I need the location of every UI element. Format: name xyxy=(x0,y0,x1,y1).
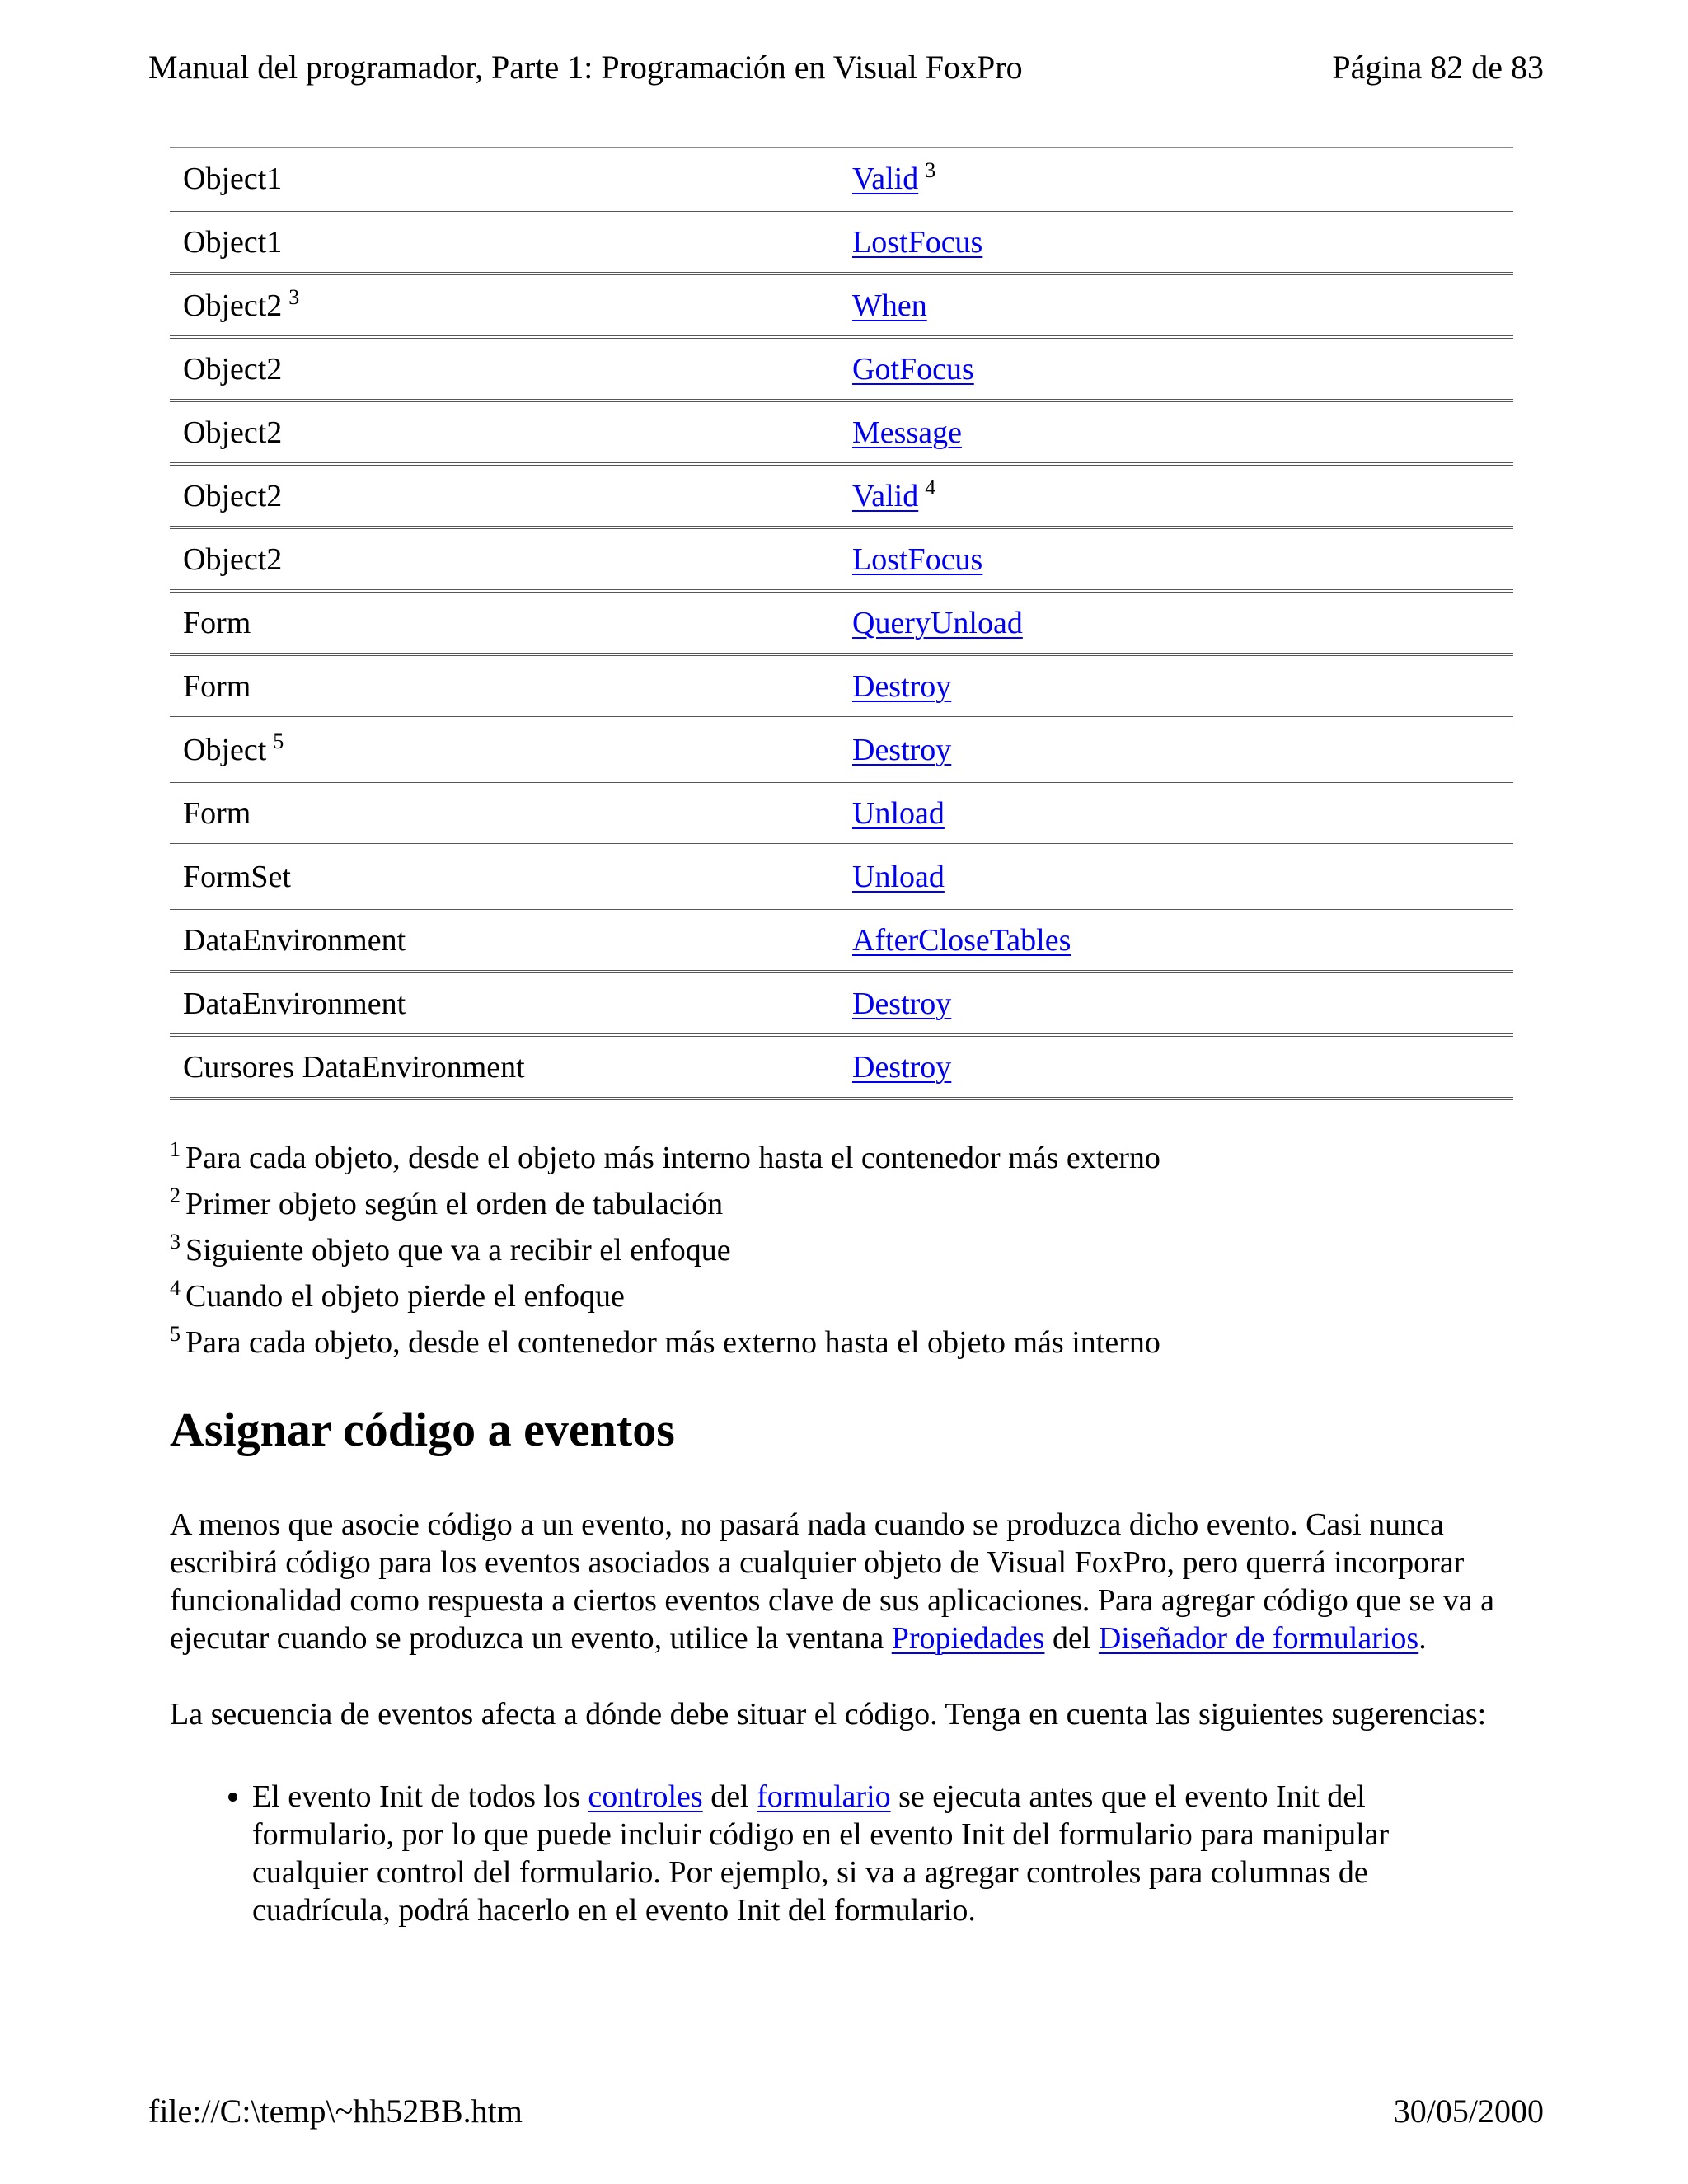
event-cell xyxy=(839,529,1513,593)
object-cell: Object1 xyxy=(170,212,839,275)
footnote-ref: 3 xyxy=(925,157,936,182)
page-number: Página 82 de 83 xyxy=(1332,49,1544,86)
table-row xyxy=(170,783,1513,846)
link-disenador-formularios[interactable]: Diseñador de formularios xyxy=(1098,1621,1419,1656)
event-cell xyxy=(839,402,1513,466)
event-sequence-table xyxy=(170,147,1513,1100)
event-link[interactable]: Destroy xyxy=(852,732,952,767)
table-row xyxy=(170,973,1513,1037)
object-cell: Object1 xyxy=(170,148,839,212)
event-link[interactable]: LostFocus xyxy=(852,224,983,260)
file-path: file://C:\temp\~hh52BB.htm xyxy=(148,2093,523,2130)
footnote-text: Para cada objeto, desde el objeto más interno hasta el contenedor más externo xyxy=(185,1141,1160,1175)
footnote-ref: 4 xyxy=(925,475,936,499)
footnote xyxy=(170,1135,1513,1181)
sequence-paragraph: La secuencia de eventos afecta a dónde debe situar el código. Tenga en cuenta las siguientes sugerencias: xyxy=(170,1697,1487,1732)
event-link[interactable]: LostFocus xyxy=(852,541,983,577)
event-cell xyxy=(839,846,1513,910)
event-cell xyxy=(839,1037,1513,1100)
event-cell xyxy=(839,910,1513,973)
object-cell: Object2 xyxy=(170,339,839,402)
event-link[interactable]: Destroy xyxy=(852,668,952,704)
event-cell xyxy=(839,212,1513,275)
table-row xyxy=(170,148,1513,212)
page-footer xyxy=(148,2092,1544,2131)
table-row xyxy=(170,656,1513,719)
event-cell xyxy=(839,275,1513,339)
footnote-text: Cuando el objeto pierde el enfoque xyxy=(185,1279,625,1314)
event-link[interactable]: Valid xyxy=(852,161,919,196)
event-link[interactable]: AfterCloseTables xyxy=(852,922,1071,958)
object-cell: Object2 $^3$ xyxy=(170,275,839,339)
table-row xyxy=(170,466,1513,529)
footnote-number: 1 xyxy=(170,1137,181,1161)
table-row xyxy=(170,593,1513,656)
event-cell xyxy=(839,973,1513,1037)
page-header xyxy=(148,48,1544,87)
object-cell: Object2 xyxy=(170,529,839,593)
footnote xyxy=(170,1319,1513,1366)
footnote-number: 3 xyxy=(170,1230,181,1254)
event-link[interactable]: GotFocus xyxy=(852,351,974,387)
object-cell: Form xyxy=(170,593,839,656)
footnotes xyxy=(170,1135,1513,1366)
event-cell xyxy=(839,148,1513,212)
footnote-ref: 5 xyxy=(273,729,284,753)
list-item: • El evento Init de todos los controles del formulario se ejecuta antes que el evento Init del formulario, por lo que puede incluir código en el evento Init del formulario para manipular cualquier control del formulario. Por ejemplo, si va a agregar controles para columnas de cuadrícula, podrá hacerlo en el evento Init del formulario. xyxy=(252,1778,1513,1929)
page-content xyxy=(170,147,1513,1929)
table-row xyxy=(170,910,1513,973)
section-heading: Asignar código a eventos xyxy=(170,1403,675,1456)
event-cell xyxy=(839,783,1513,846)
footnote xyxy=(170,1181,1513,1227)
footnote xyxy=(170,1227,1513,1273)
object-cell: DataEnvironment xyxy=(170,910,839,973)
event-cell xyxy=(839,466,1513,529)
object-cell: Form xyxy=(170,656,839,719)
footnote xyxy=(170,1273,1513,1319)
table-row xyxy=(170,719,1513,783)
event-link[interactable]: Destroy xyxy=(852,986,952,1021)
event-cell xyxy=(839,593,1513,656)
object-cell: Form xyxy=(170,783,839,846)
event-link[interactable]: Valid xyxy=(852,478,919,513)
event-link[interactable]: When xyxy=(852,288,927,323)
footnote-text: Siguiente objeto que va a recibir el enfoque xyxy=(185,1233,731,1268)
footnote-number: 4 xyxy=(170,1276,181,1300)
event-cell xyxy=(839,656,1513,719)
document-title: Manual del programador, Parte 1: Programación en Visual FoxPro xyxy=(148,49,1023,86)
table-row xyxy=(170,529,1513,593)
object-cell: FormSet xyxy=(170,846,839,910)
print-date: 30/05/2000 xyxy=(1393,2093,1544,2130)
object-cell: DataEnvironment xyxy=(170,973,839,1037)
table-row xyxy=(170,275,1513,339)
footnote-text: Primer objeto según el orden de tabulación xyxy=(185,1187,724,1221)
event-link[interactable]: Unload xyxy=(852,859,945,894)
footnote-number: 2 xyxy=(170,1183,181,1207)
link-formulario[interactable]: formulario xyxy=(757,1779,891,1814)
suggestions-list xyxy=(170,1778,1513,1929)
object-cell: Object2 xyxy=(170,402,839,466)
event-cell xyxy=(839,719,1513,783)
link-propiedades[interactable]: Propiedades xyxy=(891,1621,1045,1656)
footnote-text: Para cada objeto, desde el contenedor más externo hasta el objeto más interno xyxy=(185,1325,1160,1360)
footnote-ref: 3 xyxy=(288,284,300,309)
table-row xyxy=(170,212,1513,275)
object-cell: Object $^5$ xyxy=(170,719,839,783)
table-row xyxy=(170,846,1513,910)
intro-paragraph: A menos que asocie código a un evento, no pasará nada cuando se produzca dicho evento. Casi nunca escribirá código para los eventos asociados a cualquier objeto de Visual FoxPro, pero querrá incorporar funcionalidad como respuesta a ciertos eventos clave de sus aplicaciones. Para agregar código que se va a ejecutar cuando se produzca un evento, utilice la ventana Propiedades del Diseñador de formularios. xyxy=(170,1507,1494,1656)
table-row xyxy=(170,339,1513,402)
object-cell: Cursores DataEnvironment xyxy=(170,1037,839,1100)
event-cell xyxy=(839,339,1513,402)
event-link[interactable]: QueryUnload xyxy=(852,605,1023,640)
table-row xyxy=(170,402,1513,466)
link-controles[interactable]: controles xyxy=(588,1779,703,1814)
footnote-number: 5 xyxy=(170,1322,181,1346)
event-link[interactable]: Unload xyxy=(852,795,945,831)
table-row xyxy=(170,1037,1513,1100)
object-cell: Object2 xyxy=(170,466,839,529)
event-link[interactable]: Message xyxy=(852,415,962,450)
event-link[interactable]: Destroy xyxy=(852,1049,952,1085)
